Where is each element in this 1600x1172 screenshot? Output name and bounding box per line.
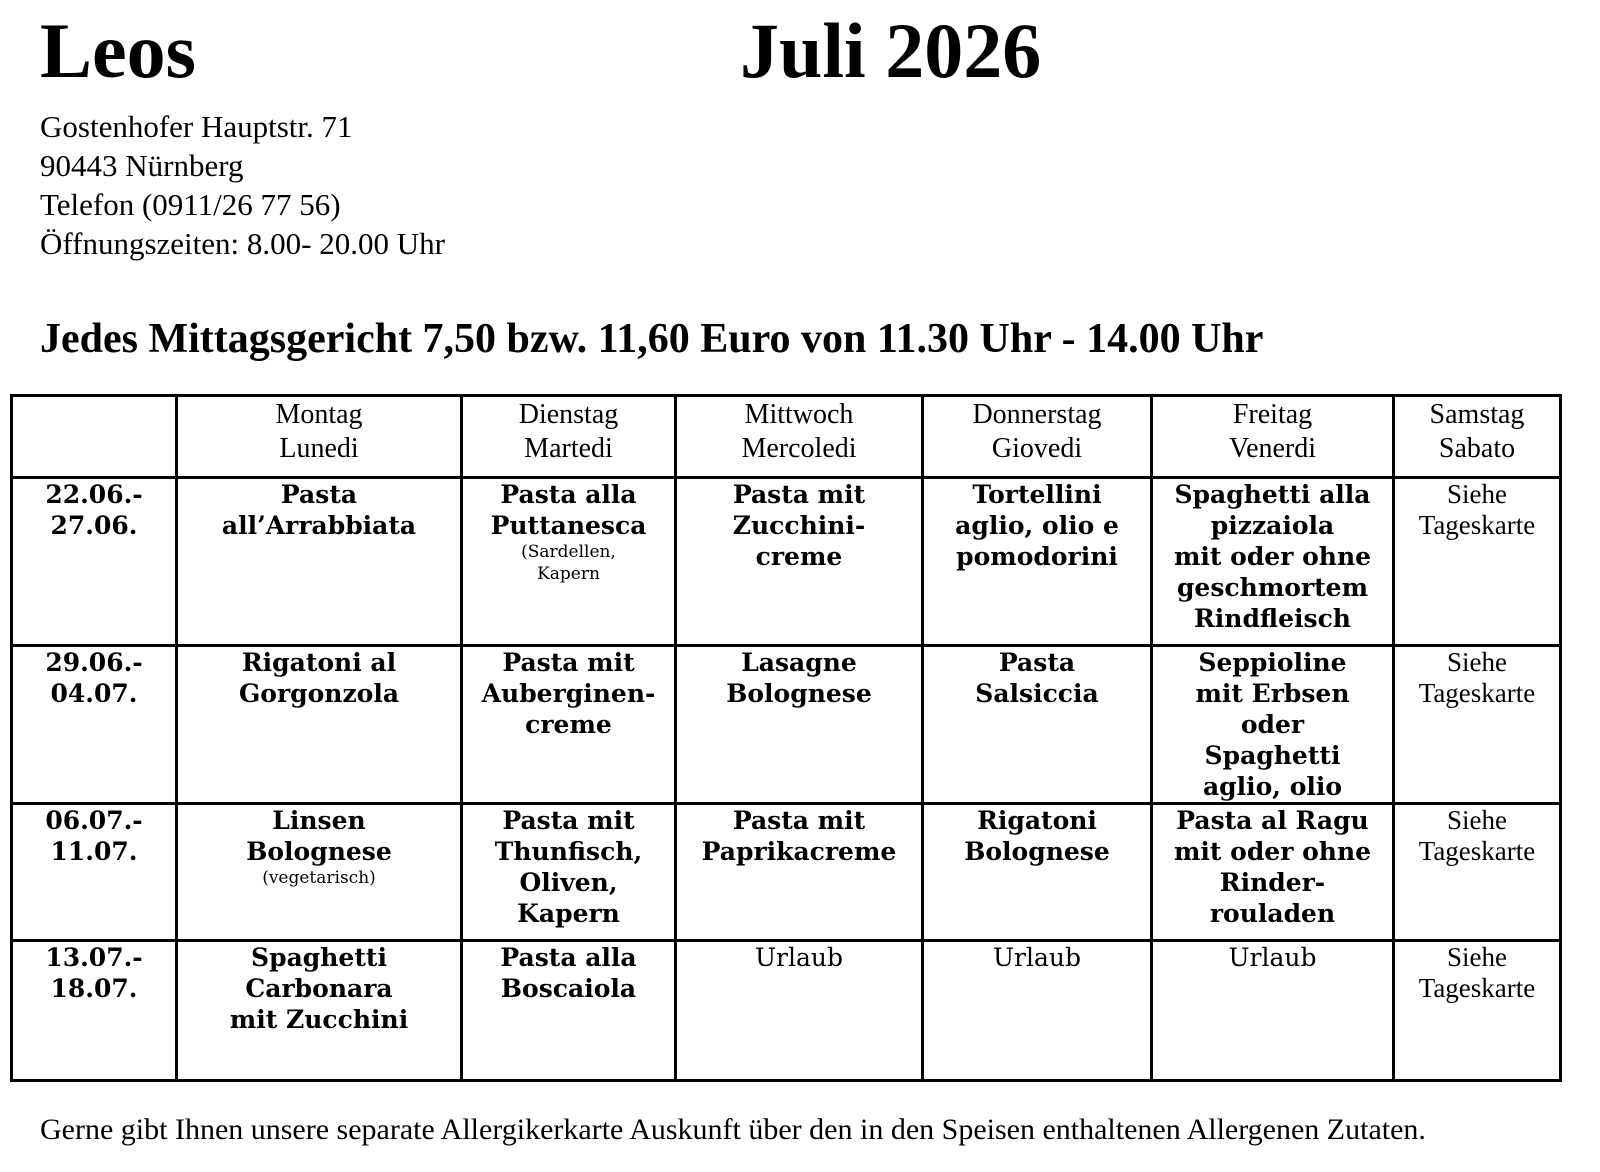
dish-line: Rinder- xyxy=(1219,868,1326,897)
dish-line: Pasta mit xyxy=(732,806,866,835)
dish-line: creme xyxy=(525,710,612,739)
menu-cell xyxy=(1394,646,1561,804)
dish-line: Carbonara xyxy=(245,974,393,1003)
day-header-dienstag xyxy=(462,396,676,478)
menu-cell xyxy=(462,941,676,1081)
menu-cell xyxy=(676,478,923,646)
menu-cell xyxy=(1394,804,1561,941)
saturday-line: Siehe xyxy=(1447,647,1507,677)
dish-line: creme xyxy=(755,542,843,571)
saturday-line: Tageskarte xyxy=(1418,678,1536,708)
dish-line: Rigatoni al xyxy=(241,648,397,677)
dish-note: Kapern xyxy=(537,564,600,584)
dish-line: oder xyxy=(1240,710,1305,739)
menu-cell xyxy=(1394,478,1561,646)
menu-cell xyxy=(1152,804,1394,941)
dish-line: Paprikacreme xyxy=(701,837,897,866)
dish-line: geschmortem xyxy=(1176,573,1369,602)
day-name-italian: Mercoledi xyxy=(741,433,857,464)
week-range-cell xyxy=(12,646,177,804)
dish-line: Thunfisch, xyxy=(494,837,643,866)
dish-line: pizzaiola xyxy=(1210,511,1335,540)
closed-label: Urlaub xyxy=(992,943,1082,972)
menu-cell xyxy=(676,941,923,1081)
dish-line: Pasta alla xyxy=(500,943,637,972)
dish-line: Pasta mit xyxy=(502,648,635,677)
dish-line: pomodorini xyxy=(956,542,1118,571)
saturday-line: Tageskarte xyxy=(1418,510,1536,540)
day-name-german: Samstag xyxy=(1429,399,1525,430)
dish-line: Zucchini- xyxy=(732,511,866,540)
opening-hours-line: Öffnungszeiten: 8.00- 20.00 Uhr xyxy=(40,226,445,261)
day-header-samstag xyxy=(1394,396,1561,478)
dish-line: Boscaiola xyxy=(500,974,637,1003)
dish-line: Rigatoni xyxy=(977,806,1097,835)
day-header-montag xyxy=(177,396,462,478)
saturday-line: Siehe xyxy=(1447,805,1507,835)
address-block xyxy=(40,107,445,263)
dish-line: mit Erbsen xyxy=(1195,679,1350,708)
menu-cell xyxy=(462,804,676,941)
day-name-german: Dienstag xyxy=(518,399,619,430)
dish-line: Pasta mit xyxy=(732,480,866,509)
closed-label: Urlaub xyxy=(1228,943,1317,972)
menu-month-title: Juli 2026 xyxy=(740,7,1042,94)
week-end-date: 27.06. xyxy=(50,511,138,540)
dish-line: Auberginen- xyxy=(481,679,656,708)
menu-cell xyxy=(177,804,462,941)
menu-cell xyxy=(1152,646,1394,804)
restaurant-name: Leos xyxy=(40,7,196,94)
dish-note: (vegetarisch) xyxy=(262,868,376,888)
dish-line: mit oder ohne xyxy=(1173,837,1372,866)
day-name-german: Mittwoch xyxy=(744,399,854,430)
dish-line: aglio, olio xyxy=(1202,772,1343,801)
menu-cell xyxy=(1394,941,1561,1081)
week-start-date: 13.07.- xyxy=(45,943,143,972)
closed-label: Urlaub xyxy=(754,943,844,972)
week-range-cell xyxy=(12,941,177,1081)
dish-line: aglio, olio e xyxy=(955,511,1119,540)
saturday-line: Tageskarte xyxy=(1418,973,1536,1003)
week-range-cell xyxy=(12,478,177,646)
dish-line: Bolognese xyxy=(964,837,1110,866)
week-row xyxy=(12,804,1561,941)
dish-line: Pasta xyxy=(998,648,1076,677)
menu-cell xyxy=(177,646,462,804)
day-header-freitag xyxy=(1152,396,1394,478)
weekly-menu-table xyxy=(10,394,1562,1082)
menu-cell xyxy=(923,646,1152,804)
phone-line: Telefon (0911/26 77 56) xyxy=(40,187,341,222)
dish-line: all’Arrabbiata xyxy=(221,511,417,540)
menu-cell xyxy=(462,478,676,646)
dish-line: Linsen xyxy=(272,806,366,835)
dish-line: Seppioline xyxy=(1198,648,1347,677)
menu-cell xyxy=(676,804,923,941)
dish-line: Lasagne xyxy=(741,648,857,677)
day-name-italian: Sabato xyxy=(1438,433,1516,464)
day-name-german: Montag xyxy=(275,399,363,430)
dish-line: Kapern xyxy=(517,899,620,928)
dish-line: Salsiccia xyxy=(975,679,1099,708)
corner-cell xyxy=(12,396,177,478)
dish-line: mit oder ohne xyxy=(1173,542,1372,571)
menu-cell xyxy=(923,804,1152,941)
street-line: Gostenhofer Hauptstr. 71 xyxy=(40,109,353,144)
city-line: 90443 Nürnberg xyxy=(40,148,244,183)
saturday-line: Siehe xyxy=(1447,479,1507,509)
dish-line: Oliven, xyxy=(519,868,618,897)
menu-cell xyxy=(177,478,462,646)
allergen-note: Gerne gibt Ihnen unsere separate Allergikerkarte Auskunft über den in den Speisen enthaltenen Allergenen Zutaten. xyxy=(40,1113,1426,1146)
day-header-donnerstag xyxy=(923,396,1152,478)
day-name-italian: Giovedi xyxy=(991,433,1083,464)
week-end-date: 11.07. xyxy=(50,837,138,866)
week-start-date: 06.07.- xyxy=(45,806,143,835)
week-range-cell xyxy=(12,804,177,941)
menu-cell xyxy=(177,941,462,1081)
dish-line: Pasta xyxy=(280,480,358,509)
menu-cell xyxy=(462,646,676,804)
dish-line: Bolognese xyxy=(726,679,872,708)
dish-line: Spaghetti xyxy=(251,943,387,972)
dish-line: Spaghetti alla xyxy=(1174,480,1371,509)
week-end-date: 04.07. xyxy=(50,679,138,708)
menu-cell xyxy=(923,941,1152,1081)
dish-line: Puttanesca xyxy=(490,511,647,540)
dish-line: Pasta mit xyxy=(502,806,635,835)
dish-line: Bolognese xyxy=(246,837,392,866)
menu-cell xyxy=(676,646,923,804)
day-header-row xyxy=(12,396,1561,478)
price-headline: Jedes Mittagsgericht 7,50 bzw. 11,60 Euro von 11.30 Uhr - 14.00 Uhr xyxy=(40,316,1264,362)
dish-line: Pasta al Ragu xyxy=(1176,806,1369,835)
saturday-line: Tageskarte xyxy=(1418,836,1536,866)
menu-cell xyxy=(1152,478,1394,646)
week-row xyxy=(12,646,1561,804)
day-header-mittwoch xyxy=(676,396,923,478)
week-start-date: 29.06.- xyxy=(45,648,143,677)
dish-line: mit Zucchini xyxy=(229,1005,409,1034)
menu-cell xyxy=(923,478,1152,646)
day-name-german: Freitag xyxy=(1232,399,1313,430)
week-row xyxy=(12,478,1561,646)
dish-line: Gorgonzola xyxy=(238,679,400,708)
saturday-line: Siehe xyxy=(1447,942,1507,972)
day-name-italian: Martedi xyxy=(524,433,613,464)
dish-note: (Sardellen, xyxy=(521,542,616,562)
dish-line: Tortellini xyxy=(972,480,1102,509)
day-name-italian: Lunedi xyxy=(279,433,359,464)
dish-line: Rindfleisch xyxy=(1194,604,1351,633)
week-end-date: 18.07. xyxy=(50,974,138,1003)
menu-cell xyxy=(1152,941,1394,1081)
week-row xyxy=(12,941,1561,1081)
dish-line: Pasta alla xyxy=(500,480,637,509)
day-name-italian: Venerdi xyxy=(1228,433,1317,464)
week-start-date: 22.06.- xyxy=(45,480,143,509)
dish-line: Spaghetti xyxy=(1204,741,1341,770)
dish-line: rouladen xyxy=(1209,899,1336,928)
day-name-german: Donnerstag xyxy=(972,399,1102,430)
